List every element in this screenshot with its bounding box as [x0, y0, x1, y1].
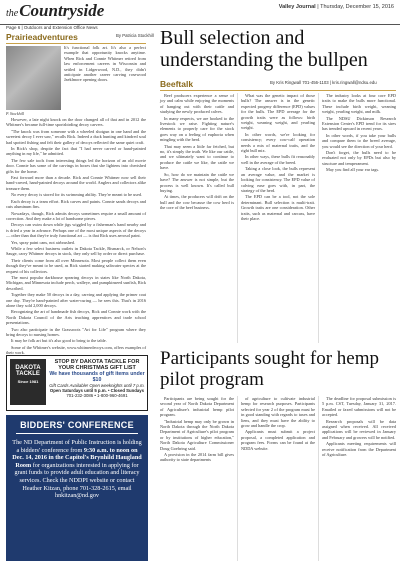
paragraph: Together they make 50 decoys in a day, carving and applying the primer coat one day. They're hand-painted after water-curing — he sees this. That's in 2016 alone they sold 2,000 decoys.: [6, 292, 146, 308]
paragraph: Applicants meeting requirements will receive notification from the Department of Agriculture.: [322, 441, 396, 458]
dakota-tackle-logo: DAKOTA TACKLE Since 1981: [10, 359, 46, 405]
paragraph: A provision in the 2014 farm bill gives authority to state departments: [160, 452, 234, 463]
photo-credit: P. Stockhill: [6, 111, 24, 116]
paragraph: In Rick's shop, despite the fact that "I had never carved or hand-painted anything in my life," he admitted.: [6, 146, 146, 157]
article-intro: It's functional folk art. It's also a perfect example that opportunity knocks anytime. When Rick and Connie Whitmer retired from law enforcement careers in Wisconsin and settled in Lidgerwood, N.D., they didn't anticipate another career carving rosewood Jaeklmore opening doors.: [64, 45, 146, 83]
paragraph: It may be folk art but it's also good to bring to the table.: [11, 338, 107, 344]
article-column: [322, 93, 396, 174]
paragraph: No every decoy is stored for its swimming ability. They're meant to be used.: [11, 192, 143, 198]
paragraph: That may seem a little far fetched, but no, it's simply the truth. We like our cattle, and we ultimately want to continue to produce the cattle we like, the cattle we have.: [160, 143, 234, 171]
paragraph: Taking a close look, the bulls represent an average value, and the market is looking for consistency. The EPD value of calving ease goes with, in part, the strategy of the herd.: [241, 166, 315, 193]
ad-body: The ND Department of Public Instruction is holding a bidders' conference from 9:30 a.m. to noon on Dec. 14, 2016 in the Capitol's Brynhild Haugland Room for organizations interested in applying for grant funds to provide adult education and literacy services. Check the NDDPI website or contact Heather Kitzan, phone 701-328-2615, email hnkitzan@nd.gov: [12, 439, 142, 500]
paragraph: What was the genetic impact of those bulls? The answer is in the genetic expected progeny difference (EPD) values for the bulls. The EPD average for the growth traits were as follows: birth weight, weaning weight, and yearling weight.: [241, 93, 315, 131]
page-line: Page 6 | Outdoors and Extension Office News: [6, 25, 98, 30]
article-column: [160, 93, 234, 212]
paragraph: In other words, we're looking for consistency; every cow-calf operation needs a mix of maternal traits, and the right bull mix.: [241, 131, 315, 154]
ad-text: STOP BY DAKOTA TACKLE FOR YOUR CHRISTMAS GIFT LIST We have thousands of gift items under $10 Gift Cards Available! Open weeknights until 7 p.m. Open Saturdays until 5 p.m. • Closed Sundays 701-232-3086 • 1-800-960-4691: [49, 359, 145, 398]
paragraph: The NDSU Dickinson Research Extension Center's EPD trend for its sires has trended upward in recent years.: [322, 115, 396, 132]
paragraph: Decoys can swim down while jigs wiggled by a fisherman's hand nearby and is dried a year in advance. Perhaps one of the most unique aspects of the decoys — other than that they're truly functional art — is that Rick uses aerosol paint.: [6, 222, 146, 239]
section-heading-prairie: Prairieadventures By Patricia Stockhill: [6, 32, 154, 42]
paragraph: The most popular darkhouse spearing decoys in states like North Dakota, Michigan, and Minnesota include perch, walleye, and pumpkinseed sunfish, Rick described.: [6, 274, 146, 291]
paragraph: Yes, spray paint cans, not airbrushed.: [11, 239, 76, 245]
paragraph: Applicants must submit a project proposal, a completed application and program fees. Forms can be found at the NDDA website.: [241, 429, 315, 451]
ad-divider: [16, 433, 138, 434]
paragraph: Nowadays, though, Rick admits decoys sometimes require a small amount of correction. And they make a lot of handsome pieces.: [6, 210, 146, 221]
paragraph: Participants are being sought for the second year of North Dakota Department of Agriculture's industrial hemp pilot program.: [160, 396, 234, 418]
paragraph: "The knock was from someone with a wheeled shotgun in one hand and the sweetest decoy I ever saw," recalls Rick. Indeed a duck hunting and kindred soul had spotted fishing and felt their gallery of decoys reflected the same quiet craft.: [6, 128, 146, 145]
bidders-conference-ad[interactable]: [6, 415, 148, 561]
ad-title: BIDDERS' CONFERENCE: [20, 420, 134, 430]
decoy-photo: [6, 46, 61, 110]
column-divider: [237, 396, 238, 561]
column-divider: [237, 93, 238, 343]
paragraph: Fast forward more than a decade. Rick and Connie Whitmer now sell their hand-carved, hand-painted decoys around the world. Anglers and collectors alike treasure them.: [6, 175, 146, 191]
paragraph: So, how do we maintain the cattle we have? The answer is not simple, but the process is well known. It's called bull buying.: [160, 171, 234, 193]
column-divider: [318, 396, 319, 561]
article-body-prairie: [6, 117, 146, 357]
paragraph: Beef producers experience a sense of joy and calm while enjoying the moments of hanging out with their cattle and studying the newly produced calves.: [160, 93, 234, 115]
paragraph: However, a late night knock on the door changed all of that and in 2012 the Whitmer's became full-time sportsbirding decoy carvers.: [6, 117, 146, 128]
section-rule: [6, 43, 146, 44]
article-column: [241, 396, 315, 452]
paragraph: Some of the Whitmer's website, www.whitmerdecoys.com, offers examples of their work.: [6, 344, 146, 356]
paragraph: In many respects, we are hooked to the livestock we raise. Fighting nature's elements to properly care for the stock goes way on a feeling of euphoria when mingling with the herd.: [160, 115, 234, 143]
masthead: [0, 0, 400, 25]
paragraph: While a few select business outlets in Dakota Tackle, Bismarck, or Nelson's Sauge, carry Whitmer decoys in stock, they only sell by order or direct purchase.: [6, 245, 146, 257]
paragraph: The few sale tools from interesting things led the horizon of an old movie door. Connie has some of the carvings in boxes that she lightens into cherished gifts for the home.: [6, 157, 146, 174]
paragraph: At times, the producers will drift on the bull and the cow because the cow herd is the core of the beef business.: [160, 194, 234, 211]
publication-title: theCountryside: [6, 1, 105, 20]
byline: By Patricia Stockhill: [116, 33, 154, 38]
paragraph: Each decoy is a team effort. Rick carves and paints. Connie sands decoys and cuts aluminum fins.: [6, 198, 146, 210]
paragraph: The EPD can be a tool, not the sole determinant. Bull selection is multi-trait. Growth traits are one consideration. Other traits, such as maternal and carcass, have their place.: [241, 194, 315, 221]
article-column: [160, 396, 234, 464]
column-divider: [318, 93, 319, 343]
paragraph: In other ways, these bulls fit reasonably well in the average of the breed.: [241, 154, 315, 165]
paragraph: The deadline for proposal submission is 5 p.m. CST, Tuesday, January 31, 2017. Emailed or faxed submissions will not be accepted.: [322, 396, 396, 418]
paragraph: In other words, if you take your bulls and compare them to the breed average, you would see the direction of your herd.: [322, 132, 396, 149]
dakota-tackle-ad[interactable]: [6, 355, 148, 411]
paragraph: Two also participate in the Grassroots "Art for Life" program where they bring decoys to nursing homes.: [6, 326, 146, 338]
paragraph: Recognizing the art of handmade fish decoys, Rick and Connie work with the North Dakota Council of the Arts teaching apprentices and trade school presentations.: [6, 309, 146, 326]
paragraph: Don't forget, the bulls need to be evaluated not only by EPDs but also by structure and temperament.: [322, 150, 396, 166]
article-column: [322, 396, 396, 458]
section-rule: [160, 90, 396, 91]
paragraph: The industry looks at four core EPD traits to make the bulls more functional. These include birth weight, weaning weight, yearling weight, and milk.: [322, 93, 396, 115]
issue-info: Valley Journal | Thursday, December 15, 2016: [278, 4, 394, 10]
paragraph: of agriculture to cultivate industrial hemp for research purposes. Participants selected for year 2 of the program must be in good standing with regards to taxes and liens, and they must have the ability to grow and handle the crop.: [241, 396, 315, 429]
article-column: [241, 93, 315, 222]
article-headline-bull: Bull selection and understanding the bullpen: [160, 27, 368, 71]
article-headline-hemp: Participants sought for hemp pilot program: [160, 348, 379, 390]
paragraph: "Industrial hemp may only be grown in North Dakota through the North Dakota Department of Agriculture's pilot program or by institutions of higher education," North Dakota Agriculture Commissioner Doug Goehring said.: [160, 418, 234, 451]
paragraph: May you find all your ear tags.: [326, 167, 380, 173]
section-heading-beeftalk: Beeftalk By Kris Ringwall 701-456-1103 | kris.ringwall@ndsu.edu: [160, 79, 377, 89]
byline: By Kris Ringwall 701-456-1103 | kris.ringwall@ndsu.edu: [270, 80, 377, 85]
paragraph: Research proposals will be data assigned when received. All received applications will be reviewed in January and February and growers will be notified.: [322, 418, 396, 440]
paragraph: Their clients come from all over Minnesota. Most people collect them even though they've meant to be used, as Rick started making saltwater species at the request of his collectors.: [6, 257, 146, 274]
